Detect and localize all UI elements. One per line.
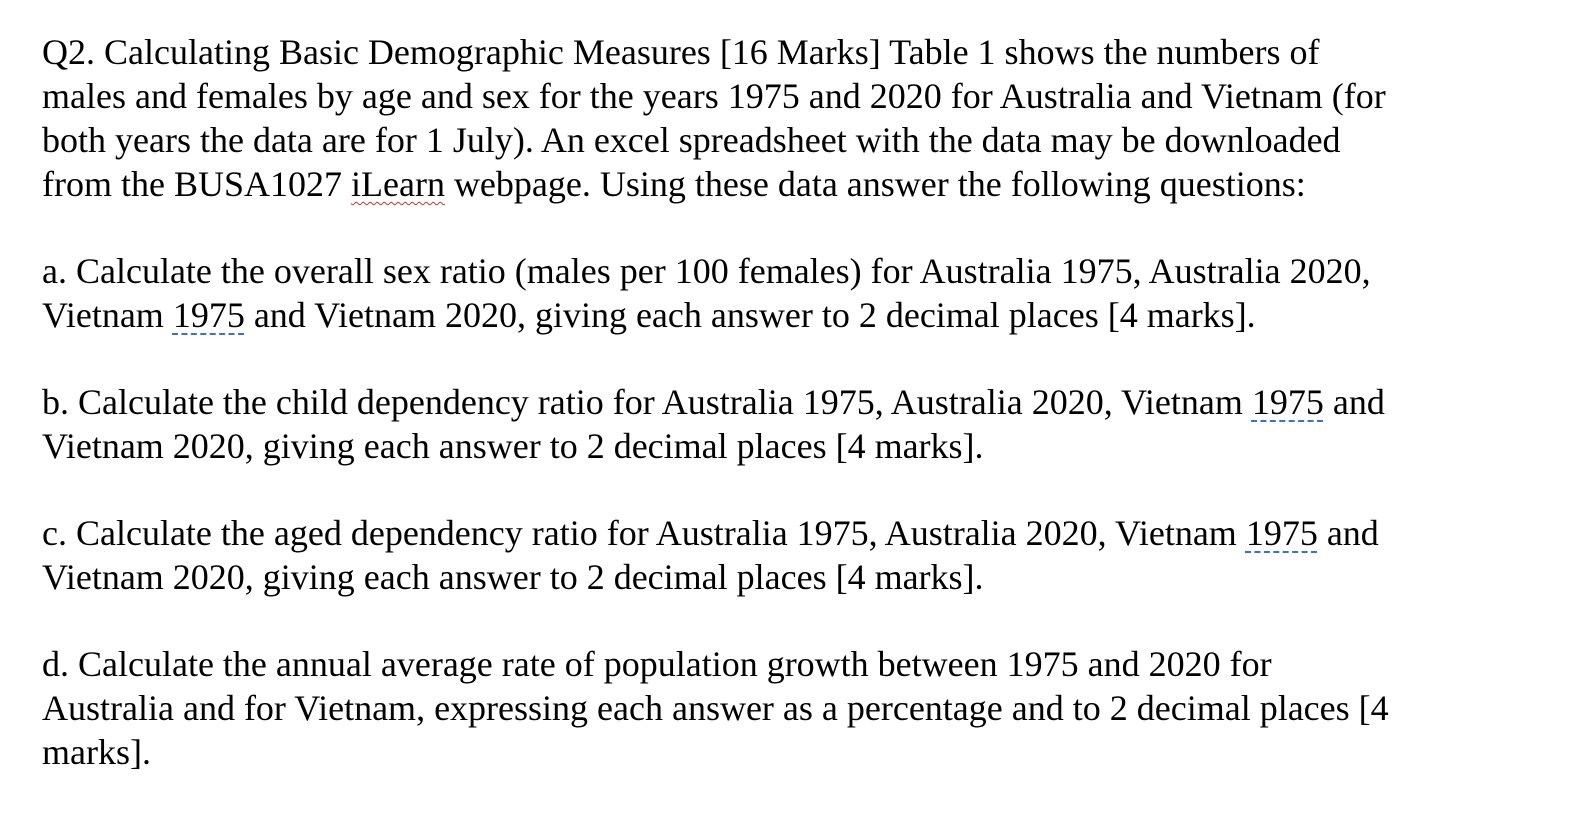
intro-line-1: Q2. Calculating Basic Demographic Measures [16 Marks] Table 1 shows the numbers of (42, 32, 1320, 72)
question-b (42, 380, 1572, 468)
grammar-flagged-word[interactable]: 1975 (172, 295, 245, 335)
qb-line-1-start: b. Calculate the child dependency ratio for Australia 1975, Australia 2020, Vietnam (42, 382, 1252, 422)
qb-line-1 (42, 380, 1572, 424)
question-a (42, 249, 1572, 337)
qc-line-2: Vietnam 2020, giving each answer to 2 decimal places [4 marks]. (42, 557, 984, 597)
qb-line-1-end: and (1323, 382, 1385, 422)
qd-line-3: marks]. (42, 732, 151, 772)
intro-line-4-start: from the BUSA1027 (42, 164, 351, 204)
qa-line-2-end: and Vietnam 2020, giving each answer to 2 decimal places [4 marks]. (244, 295, 1256, 335)
paragraph-gap (42, 468, 1572, 511)
grammar-flagged-word[interactable]: 1975 (1245, 513, 1318, 553)
qc-line-1-start: c. Calculate the aged dependency ratio for Australia 1975, Australia 2020, Vietnam (42, 513, 1246, 553)
intro-line-4 (42, 162, 1572, 206)
qc-line-1 (42, 511, 1572, 555)
paragraph-gap (42, 206, 1572, 249)
question-2-intro (42, 30, 1572, 206)
grammar-flagged-word[interactable]: 1975 (1251, 382, 1324, 422)
intro-line-4-end: webpage. Using these data answer the following questions: (444, 164, 1306, 204)
qc-line-1-end: and (1317, 513, 1379, 553)
qa-line-1: a. Calculate the overall sex ratio (males per 100 females) for Australia 1975, Australia 2020, (42, 251, 1371, 291)
spellcheck-flagged-word[interactable]: iLearn (351, 164, 445, 204)
intro-line-2: males and females by age and sex for the years 1975 and 2020 for Australia and Vietnam (for (42, 76, 1386, 116)
paragraph-gap (42, 599, 1572, 642)
qb-line-2: Vietnam 2020, giving each answer to 2 decimal places [4 marks]. (42, 426, 984, 466)
qd-line-2: Australia and for Vietnam, expressing each answer as a percentage and to 2 decimal places [4 (42, 688, 1389, 728)
intro-line-3: both years the data are for 1 July). An excel spreadsheet with the data may be downloaded (42, 120, 1341, 160)
qd-line-1: d. Calculate the annual average rate of population growth between 1975 and 2020 for (42, 644, 1272, 684)
qa-line-2 (42, 293, 1572, 337)
question-c (42, 511, 1572, 599)
qa-line-2-start: Vietnam (42, 295, 173, 335)
document-body (42, 30, 1572, 774)
question-d (42, 642, 1572, 774)
paragraph-gap (42, 337, 1572, 380)
